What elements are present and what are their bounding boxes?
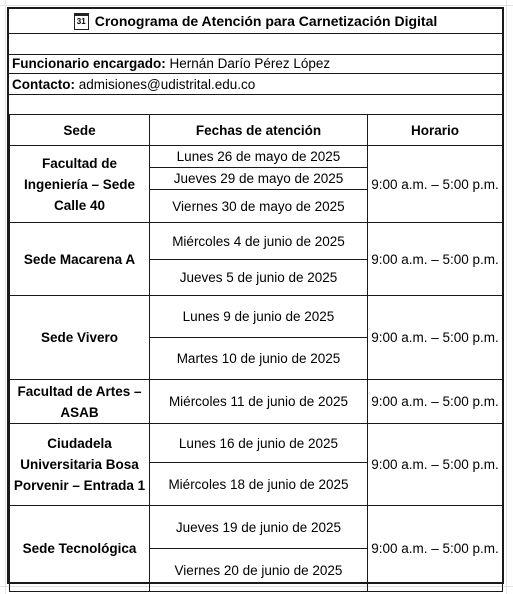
sede-cell: Facultad de Ingeniería – Sede Calle 40 bbox=[10, 146, 150, 223]
sede-cell: Sede Tecnológica bbox=[10, 506, 150, 592]
header-row bbox=[10, 115, 503, 146]
funcionario-value: Hernán Darío Pérez López bbox=[169, 56, 331, 71]
fecha-cell: Lunes 26 de mayo de 2025 bbox=[150, 146, 368, 168]
fecha-cell: Viernes 30 de mayo de 2025 bbox=[150, 190, 368, 223]
sede-cell: Sede Macarena A bbox=[10, 223, 150, 296]
horario-cell: 9:00 a.m. – 5:00 p.m. bbox=[368, 424, 503, 506]
table-row bbox=[10, 424, 503, 463]
blank-row bbox=[9, 33, 502, 55]
calendar-icon: 31 bbox=[74, 13, 89, 30]
sede-cell: Ciudadela Universitaria Bosa Porvenir – Entrada 1 bbox=[10, 424, 150, 506]
contacto-email[interactable]: admisiones@udistrital.edu.co bbox=[78, 77, 256, 92]
table-row bbox=[10, 506, 503, 549]
table-row bbox=[10, 223, 503, 260]
funcionario-row bbox=[9, 54, 502, 74]
page-title: Cronograma de Atención para Carnetización Digital bbox=[94, 13, 438, 29]
contacto-row bbox=[9, 75, 502, 95]
table-row bbox=[10, 146, 503, 168]
fecha-cell: Miércoles 18 de junio de 2025 bbox=[150, 463, 368, 506]
fecha-cell: Lunes 16 de junio de 2025 bbox=[150, 424, 368, 463]
gridline bbox=[0, 5, 513, 6]
contacto-label: Contacto: bbox=[12, 77, 75, 92]
schedule-sheet bbox=[7, 7, 504, 584]
table-row bbox=[10, 380, 503, 424]
schedule-table bbox=[9, 114, 503, 592]
fecha-cell: Miércoles 11 de junio de 2025 bbox=[150, 380, 368, 424]
header-horario: Horario bbox=[368, 115, 503, 146]
fecha-cell: Jueves 29 de mayo de 2025 bbox=[150, 168, 368, 190]
fecha-cell: Viernes 20 de junio de 2025 bbox=[150, 549, 368, 592]
fecha-cell: Jueves 5 de junio de 2025 bbox=[150, 260, 368, 296]
horario-cell: 9:00 a.m. – 5:00 p.m. bbox=[368, 223, 503, 296]
horario-cell: 9:00 a.m. – 5:00 p.m. bbox=[368, 296, 503, 380]
fecha-cell: Lunes 9 de junio de 2025 bbox=[150, 296, 368, 338]
sede-cell: Sede Vivero bbox=[10, 296, 150, 380]
fecha-cell: Martes 10 de junio de 2025 bbox=[150, 338, 368, 380]
gridline bbox=[506, 0, 507, 594]
header-fechas: Fechas de atención bbox=[150, 115, 368, 146]
gridline bbox=[5, 0, 6, 594]
fecha-cell: Jueves 19 de junio de 2025 bbox=[150, 506, 368, 549]
title-row bbox=[9, 9, 502, 34]
table-row bbox=[10, 296, 503, 338]
sede-cell: Facultad de Artes – ASAB bbox=[10, 380, 150, 424]
header-sede: Sede bbox=[10, 115, 150, 146]
funcionario-label: Funcionario encargado: bbox=[12, 56, 166, 71]
horario-cell: 9:00 a.m. – 5:00 p.m. bbox=[368, 506, 503, 592]
fecha-cell: Miércoles 4 de junio de 2025 bbox=[150, 223, 368, 260]
horario-cell: 9:00 a.m. – 5:00 p.m. bbox=[368, 380, 503, 424]
horario-cell: 9:00 a.m. – 5:00 p.m. bbox=[368, 146, 503, 223]
blank-row bbox=[9, 95, 502, 115]
